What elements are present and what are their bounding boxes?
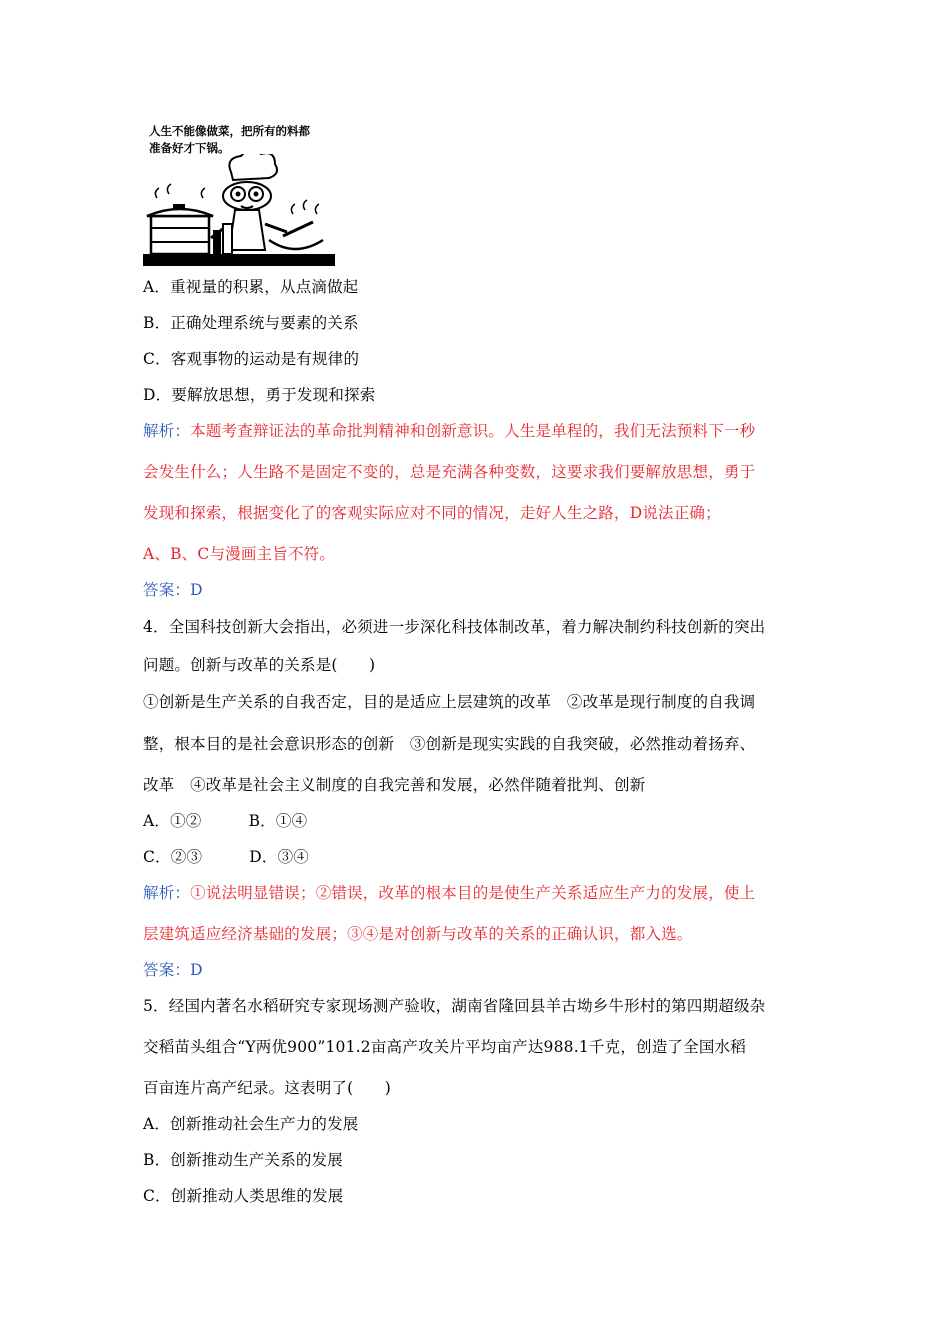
q5-stem-line: 5．经国内著名水稻研究专家现场测产验收，湖南省隆回县羊古坳乡牛形村的第四期超级杂 <box>143 997 766 1015</box>
q4-statement-line: 整，根本目的是社会意识形态的创新 ③创新是现实实践的自我突破，必然推动着扬弃、 <box>143 735 756 753</box>
q3-option-b: B．正确处理系统与要素的关系 <box>143 314 359 332</box>
q3-analysis-label: 解析： <box>143 422 191 440</box>
q5-option-b: B．创新推动生产关系的发展 <box>143 1151 343 1169</box>
q4-analysis-line <box>143 883 755 903</box>
q4-analysis-text: ①说法明显错误；②错误，改革的根本目的是使生产关系适应生产力的发展，使上 <box>190 884 756 902</box>
q5-option-c: C．创新推动人类思维的发展 <box>143 1187 344 1205</box>
q3-analysis-text: A、B、C与漫画主旨不符。 <box>143 545 336 563</box>
q5-stem-line: 百亩连片高产纪录。这表明了( ) <box>143 1079 391 1097</box>
q3-analysis-text: 发现和探索，根据变化了的客观实际应对不同的情况，走好人生之路，D说法正确； <box>143 504 721 522</box>
q4-stem-line: 问题。创新与改革的关系是( ) <box>143 656 376 674</box>
q3-option-d: D．要解放思想，勇于发现和探索 <box>143 386 376 404</box>
q4-answer: 答案：D <box>143 961 203 979</box>
q3-analysis-text: 会发生什么；人生路不是固定不变的，总是充满各种变数，这要求我们要解放思想，勇于 <box>143 463 756 481</box>
cooking-cartoon-drawing <box>143 154 335 266</box>
q5-option-a: A．创新推动社会生产力的发展 <box>143 1115 359 1133</box>
q3-option-c: C．客观事物的运动是有规律的 <box>143 350 360 368</box>
q4-statement-line: ①创新是生产关系的自我否定，目的是适应上层建筑的改革 ②改革是现行制度的自我调 <box>143 693 756 711</box>
q3-option-a: A．重视量的积累，从点滴做起 <box>143 278 359 296</box>
q4-stem-line: 4．全国科技创新大会指出，必须进一步深化科技体制改革，着力解决制约科技创新的突出 <box>143 618 766 636</box>
cartoon-caption: 人生不能像做菜，把所有的料都 准备好才下锅。 <box>149 124 310 155</box>
q4-analysis-label: 解析： <box>143 884 191 902</box>
q4-analysis-text: 层建筑适应经济基础的发展；③④是对创新与改革的关系的正确认识，都入选。 <box>143 925 693 943</box>
q3-analysis-line <box>143 421 755 441</box>
q4-options-row: C．②③ D．③④ <box>143 848 309 866</box>
q4-options-row: A．①② B．①④ <box>143 812 308 830</box>
cartoon-illustration <box>143 120 335 266</box>
q3-analysis-text: 本题考查辩证法的革命批判精神和创新意识。人生是单程的，我们无法预料下一秒 <box>190 422 756 440</box>
q5-stem-line: 交稻苗头组合“Y两优900”101.2亩高产攻关片平均亩产达988.1千克，创造了全国水稻 <box>143 1038 746 1056</box>
q3-answer: 答案：D <box>143 581 203 599</box>
q4-statement-line: 改革 ④改革是社会主义制度的自我完善和发展，必然伴随着批判、创新 <box>143 776 646 794</box>
